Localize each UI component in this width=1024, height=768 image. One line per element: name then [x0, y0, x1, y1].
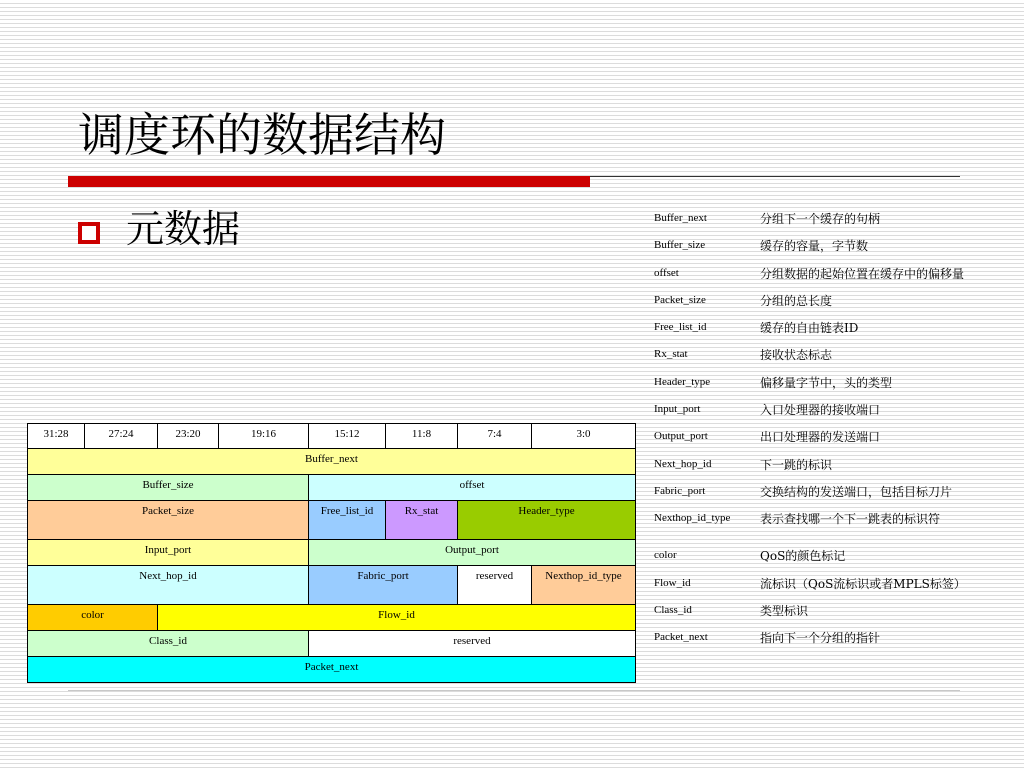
field-cell: Class_id [28, 631, 309, 657]
bit-range-header: 27:24 [85, 424, 158, 449]
field-cell: reserved [458, 566, 532, 605]
field-description: 下一跳的标识 [760, 457, 833, 472]
title-underline-red [68, 176, 590, 187]
field-description: 缓存的容量，字节数 [760, 239, 869, 254]
field-description-row [654, 423, 1014, 450]
field-cell: Header_type [458, 501, 636, 540]
field-cell: Buffer_next [28, 449, 636, 475]
field-description-row [654, 478, 1014, 505]
bitfield-row [28, 501, 636, 540]
field-name: Rx_stat [654, 348, 688, 361]
bit-range-header: 23:20 [158, 424, 219, 449]
field-description: 流标识（QoS流标识或者MPLS标签） [760, 576, 966, 591]
field-description: 出口处理器的发送端口 [760, 430, 881, 445]
field-description-row [654, 624, 1014, 651]
field-description-row [654, 260, 1014, 287]
field-description: 分组的总长度 [760, 293, 833, 308]
bit-range-header: 31:28 [28, 424, 85, 449]
field-cell: Next_hop_id [28, 566, 309, 605]
field-description-row [654, 570, 1014, 597]
field-name: Fabric_port [654, 484, 706, 497]
field-description-row [654, 451, 1014, 478]
field-cell: Output_port [309, 540, 636, 566]
bit-range-header: 19:16 [219, 424, 309, 449]
field-cell: Input_port [28, 540, 309, 566]
field-name: color [654, 549, 677, 562]
field-name: Class_id [654, 603, 692, 616]
field-name: Output_port [654, 430, 708, 443]
field-cell: color [28, 605, 158, 631]
field-description: 入口处理器的接收端口 [760, 403, 881, 418]
field-description: 缓存的自由链表ID [760, 321, 859, 336]
field-description: 接收状态标志 [760, 348, 833, 363]
field-description: 分组下一个缓存的句柄 [760, 212, 881, 226]
field-description-list [654, 205, 1014, 651]
bullet-square-icon [78, 222, 100, 244]
field-cell: Rx_stat [386, 501, 458, 540]
field-name: Packet_size [654, 293, 706, 306]
field-name: Next_hop_id [654, 457, 712, 470]
field-description-row [654, 341, 1014, 368]
field-name: Buffer_next [654, 212, 707, 224]
field-cell: Buffer_size [28, 475, 309, 501]
field-description: 分组数据的起始位置在缓存中的偏移量 [760, 266, 965, 281]
field-description: 类型标识 [760, 603, 809, 618]
bit-range-header: 15:12 [309, 424, 386, 449]
field-description: 表示查找哪一个下一跳表的标识符 [760, 512, 941, 527]
field-cell: Packet_next [28, 657, 636, 683]
field-cell: Nexthop_id_type [532, 566, 636, 605]
field-name: Input_port [654, 403, 701, 416]
bitfield-row [28, 475, 636, 501]
footer-divider [68, 690, 960, 691]
field-description: QoS的颜色标记 [760, 549, 846, 564]
field-name: Buffer_size [654, 239, 706, 252]
field-description-row [654, 287, 1014, 314]
title-underline-thin [590, 176, 960, 177]
field-name: Header_type [654, 375, 711, 388]
field-cell: Fabric_port [309, 566, 458, 605]
field-description: 偏移量字节中，头的类型 [760, 375, 893, 390]
field-cell: reserved [309, 631, 636, 657]
bitfield-row [28, 657, 636, 683]
bullet-text: 元数据 [126, 207, 241, 251]
field-name: Flow_id [654, 576, 691, 589]
field-cell: Free_list_id [309, 501, 386, 540]
field-description-row [654, 597, 1014, 624]
field-description-row [654, 314, 1014, 341]
field-description: 指向下一个分组的指针 [760, 631, 881, 646]
bitfield-row [28, 449, 636, 475]
bitfield-row [28, 605, 636, 631]
field-description-row [654, 232, 1014, 259]
bitfield-table [27, 423, 636, 683]
field-description-row [654, 505, 1014, 542]
field-description-row [654, 396, 1014, 423]
field-name: offset [654, 266, 679, 279]
field-description: 交换结构的发送端口，包括目标刀片 [760, 484, 953, 499]
field-cell: Flow_id [158, 605, 636, 631]
slide-title: 调度环的数据结构 [78, 108, 446, 162]
bit-range-header: 11:8 [386, 424, 458, 449]
field-description-row [654, 542, 1014, 569]
field-cell: offset [309, 475, 636, 501]
bit-range-header: 3:0 [532, 424, 636, 449]
field-name: Free_list_id [654, 321, 707, 334]
bitfield-row [28, 540, 636, 566]
field-name: Nexthop_id_type [654, 512, 731, 525]
bitfield-row [28, 631, 636, 657]
bitfield-header-row [28, 424, 636, 449]
field-description-row [654, 369, 1014, 396]
bitfield-row [28, 566, 636, 605]
bit-range-header: 7:4 [458, 424, 532, 449]
field-cell: Packet_size [28, 501, 309, 540]
field-description-row [654, 205, 1014, 232]
field-name: Packet_next [654, 631, 708, 644]
